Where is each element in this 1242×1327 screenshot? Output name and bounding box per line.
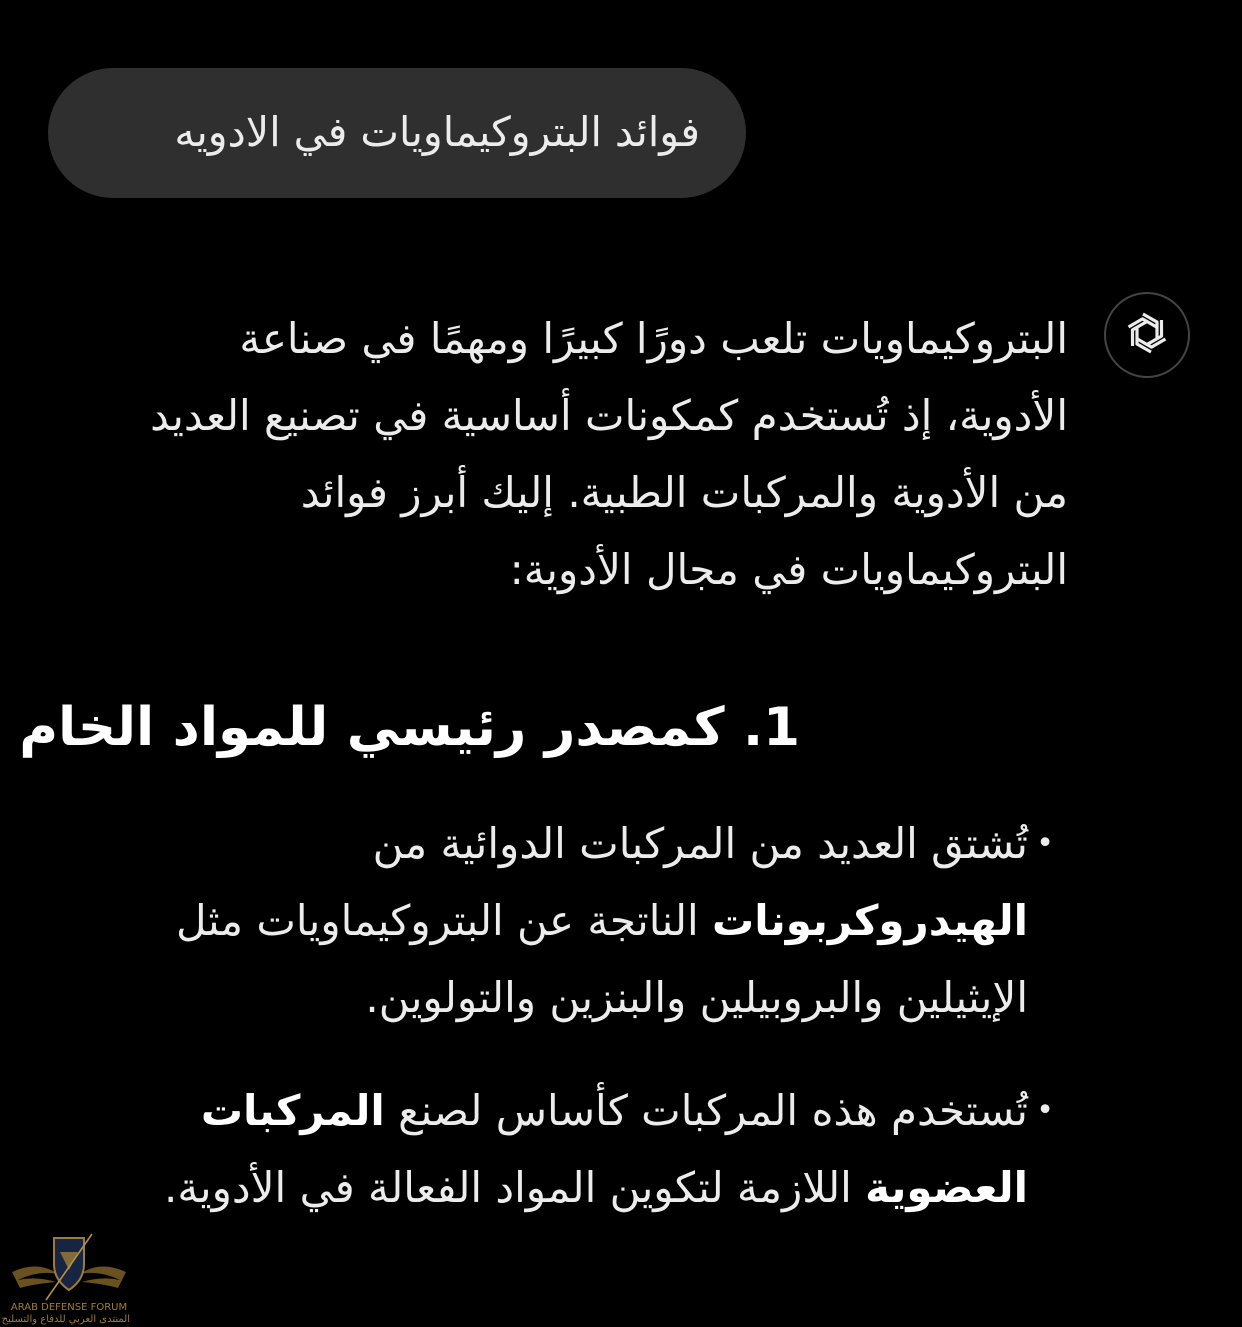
watermark-logo (1, 1230, 130, 1326)
bullet-text-before: تُستخدم هذه المركبات كأساس لصنع (384, 1086, 1028, 1135)
user-message-text: فوائد البتروكيماويات في الادويه (174, 108, 700, 157)
bullet-item (80, 1072, 1054, 1226)
bullet-text-before: تُشتق العديد من المركبات الدوائية من (372, 819, 1028, 868)
shield-wings-logo-icon (8, 1230, 130, 1302)
bullet-list (80, 805, 1054, 1262)
bullet-text-after: اللازمة لتكوين المواد الفعالة في الأدوية. (164, 1163, 866, 1212)
section-heading: 1. كمصدر رئيسي للمواد الخام (19, 697, 800, 758)
bullet-bold-term: المركبات العضوية (200, 1086, 1028, 1212)
watermark-text: المنتدى العربي للدفاع والتسليح (1, 1314, 130, 1325)
bullet-dot-icon: • (1036, 826, 1054, 861)
bullet-item (80, 805, 1054, 1036)
bullet-dot-icon: • (1036, 1093, 1054, 1128)
bullet-bold-term: الهيدروكربونات (712, 896, 1028, 945)
openai-logo-icon (1119, 305, 1175, 365)
user-message-bubble (48, 68, 746, 198)
assistant-avatar (1104, 292, 1190, 378)
watermark-latin: ARAB DEFENSE FORUM (10, 1302, 128, 1313)
assistant-intro-paragraph: البتروكيماويات تلعب دورًا كبيرًا ومهمًا في صناعة الأدوية، إذ تُستخدم كمكونات أساسية في تصنيع العديد من الأدوية والمركبات الطبية. إليك أبرز فوائد البتروكيماويات في مجال الأدوية: (150, 314, 1068, 594)
bullet-text-after: الناتجة عن البتروكيماويات مثل الإيثيلين والبروبيلين والبنزين والتولوين. (176, 896, 1028, 1022)
